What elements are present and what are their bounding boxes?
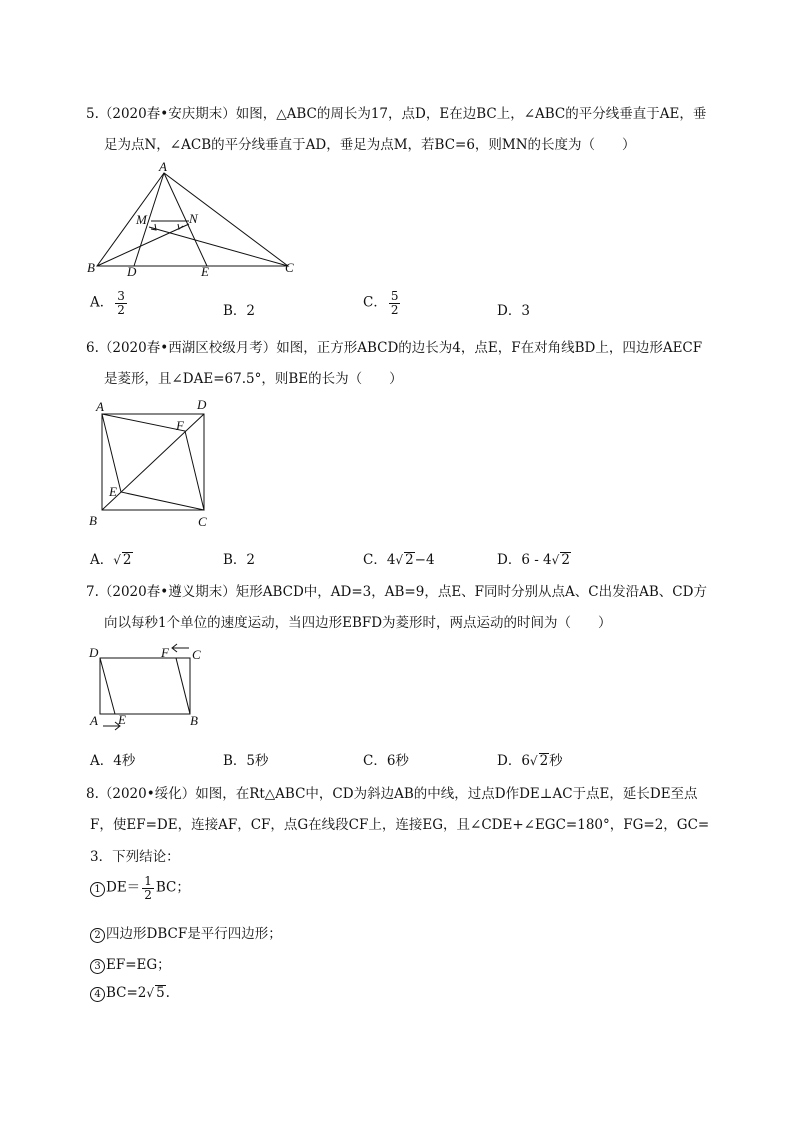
q5-label-d: D [127,264,137,279]
sqrt-symbol: √ [529,754,538,768]
q7-label-f: F [161,645,169,660]
q5-label-n: N [189,211,198,226]
sqrt-symbol: √ [551,553,560,567]
q5-option-c-numerator: 5 [390,289,399,303]
q6-diagonal-bd [102,414,204,510]
q6-label-f: F [176,418,184,433]
q8-conclusion-1-fraction [142,875,154,901]
q8-conclusion-1-pre: DE＝ [106,879,141,896]
q6-label-e: E [109,484,117,499]
q5-option-a-denominator: 2 [117,302,125,317]
q5-label-e: E [201,264,209,279]
q5-option-a-letter: A． [90,294,114,311]
q5-option-a-numerator: 3 [117,289,125,303]
q6-option-c-radicand: 2 [405,552,414,568]
q5-label-b: B [87,260,95,275]
q7-stem-line2: 向以每秒1个单位的速度运动，当四边形EBFD为菱形时，两点运动的时间为（ ） [104,615,612,631]
q6-stem-line1: 6.（2020春•西湖区校级月考）如图，正方形ABCD的边长为4，点E，F在对角线BD上，四边形AECF [86,340,703,356]
q7-label-d: D [89,645,99,660]
q6-stem-line2: 是菱形，且∠DAE=67.5°，则BE的长为（ ） [104,371,403,387]
q7-segment-de [100,658,115,714]
q8-conclusion-4-pre: BC=2 [106,985,147,1001]
q6-square-diagram [85,394,220,534]
q6-option-b[interactable]: B．2 [223,552,256,568]
q8-conclusion-4-radicand: 5 [156,985,165,1001]
q7-stem-line1: 7.（2020春•遵义期末）矩形ABCD中，AD=3，AB=9，点E、F同时分别从点A、C出发沿AB、CD方 [86,584,707,600]
q7-option-d-radicand: 2 [539,753,549,769]
q7-option-a[interactable]: A．4秒 [90,753,136,769]
q7-figure [85,638,215,737]
q6-label-a: A [96,399,104,414]
q8-stem-line1: 8.（2020•绥化）如图，在Rt△ABC中，CD为斜边AB的中线，过点D作DE⊥AC于点E，延长DE至点 [86,786,698,802]
circled-number-4: 4 [90,987,105,1002]
q8-conclusion-3-text: EF=EG； [106,957,171,973]
q6-option-d-letter: D．6 - 4 [497,552,552,568]
q7-option-b[interactable]: B．5秒 [223,753,269,769]
q6-figure [85,394,220,538]
q6-label-b: B [89,513,97,528]
q7-segment-fb [176,658,190,714]
q7-option-d-tail: 秒 [549,753,563,769]
q5-option-c[interactable] [363,290,402,316]
q6-option-a-letter: A． [90,552,114,568]
q8-conclusion-3 [90,953,171,974]
q8-conclusion-1 [90,875,190,901]
q6-option-c[interactable] [363,548,435,568]
q5-label-a: A [159,159,167,174]
q8-conclusion-1-numerator: 1 [144,874,152,888]
q5-option-c-fraction [389,290,401,316]
q6-option-d-radicand: 2 [561,552,570,568]
q8-conclusion-1-post: BC； [155,879,190,896]
q5-segment-ae [164,173,207,266]
q5-option-c-letter: C． [363,294,387,311]
q8-stem-line3: 3．下列结论： [90,849,180,865]
q5-stem-line2: 足为点N，∠ACB的平分线垂直于AD，垂足为点M，若BC=6，则MN的长度为（ ） [104,137,636,153]
q6-option-d[interactable] [497,548,571,568]
q5-option-a[interactable] [90,290,129,316]
sqrt-symbol: √ [113,553,121,567]
q8-conclusion-4-post: . [165,985,170,1001]
circled-number-1: 1 [90,882,105,897]
q6-label-d: D [197,397,207,412]
q8-conclusion-2 [90,922,282,943]
circled-number-3: 3 [90,959,105,974]
q7-option-d-letter: D．6 [497,753,530,769]
q5-bisector-b [97,224,189,266]
q5-triangle-diagram [85,158,315,283]
q8-conclusion-4 [90,985,170,1002]
q6-option-c-tail: −4 [414,552,435,568]
sqrt-symbol: √ [146,986,155,1000]
q7-label-b: B [190,713,198,728]
q5-option-c-denominator: 2 [390,302,399,317]
q8-conclusion-1-denominator: 2 [144,887,152,902]
sqrt-symbol: √ [395,553,404,567]
q6-option-c-letter: C．4 [363,552,396,568]
q5-figure [85,158,315,287]
q5-label-m: M [136,212,147,227]
q6-label-c: C [198,514,207,529]
q5-right-angle-n [178,224,183,229]
q7-rectangle-diagram [85,638,215,733]
q7-rectangle-abcd [100,658,190,714]
q7-label-c: C [192,647,201,662]
q5-option-b[interactable]: B．2 [223,303,256,319]
q7-label-e: E [118,712,126,727]
circled-number-2: 2 [90,928,105,943]
q7-option-d[interactable] [497,749,563,769]
q6-option-a[interactable] [90,548,133,568]
q5-option-d[interactable]: D．3 [497,303,530,319]
q5-option-a-fraction [115,290,127,316]
q7-option-c[interactable]: C．6秒 [363,753,409,769]
q5-label-c: C [285,260,294,275]
q5-bisector-c [149,227,288,266]
q5-stem-line1: 5.（2020春•安庆期末）如图，△ABC的周长为17，点D，E在边BC上，∠ABC的平分线垂直于AE，垂 [86,106,707,122]
q6-option-a-radicand: 2 [122,552,132,568]
q8-stem-line2: F，使EF=DE，连接AF，CF，点G在线段CF上，连接EG，且∠CDE+∠EGC=180°，FG=2，GC= [90,817,710,833]
q8-conclusion-2-text: 四边形DBCF是平行四边形； [106,926,282,942]
q7-label-a: A [90,713,98,728]
